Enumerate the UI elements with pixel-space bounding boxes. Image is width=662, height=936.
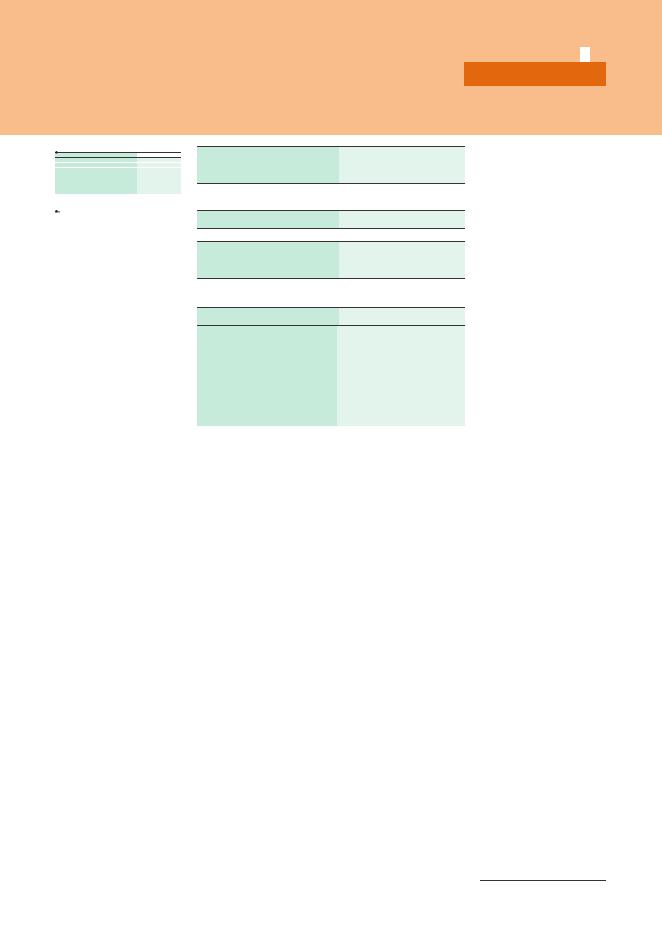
transport-unit-table bbox=[55, 152, 181, 194]
dims-unit-b bbox=[339, 274, 465, 279]
dims-unit-b bbox=[339, 179, 465, 184]
dims-head-dimensions bbox=[339, 242, 465, 275]
dims-unit-a bbox=[197, 274, 339, 279]
header-band bbox=[0, 0, 662, 135]
footer-rule bbox=[480, 880, 606, 881]
header-title bbox=[464, 62, 606, 86]
da10-dims-header-table bbox=[197, 146, 465, 184]
dims-unit-a bbox=[197, 179, 339, 184]
panels-cell bbox=[137, 168, 181, 195]
da10-wt-table bbox=[197, 210, 465, 229]
db10-wt-table bbox=[197, 307, 465, 326]
wt-unit-a bbox=[197, 215, 339, 229]
dims-head-dimensions bbox=[339, 147, 465, 180]
dims-head-panel-width bbox=[197, 147, 339, 180]
table-fill-band bbox=[197, 326, 465, 426]
wt-unit-a bbox=[197, 312, 339, 326]
unit-cell bbox=[55, 168, 137, 195]
dims-head-panel-width bbox=[197, 242, 339, 275]
wt-unit-b bbox=[339, 312, 465, 326]
table-row bbox=[55, 168, 181, 195]
left-column bbox=[55, 142, 185, 206]
header-subtitle bbox=[580, 47, 590, 62]
wt-unit-b bbox=[339, 215, 465, 229]
tables-column bbox=[197, 140, 465, 426]
db10-dims-header-table bbox=[197, 241, 465, 279]
